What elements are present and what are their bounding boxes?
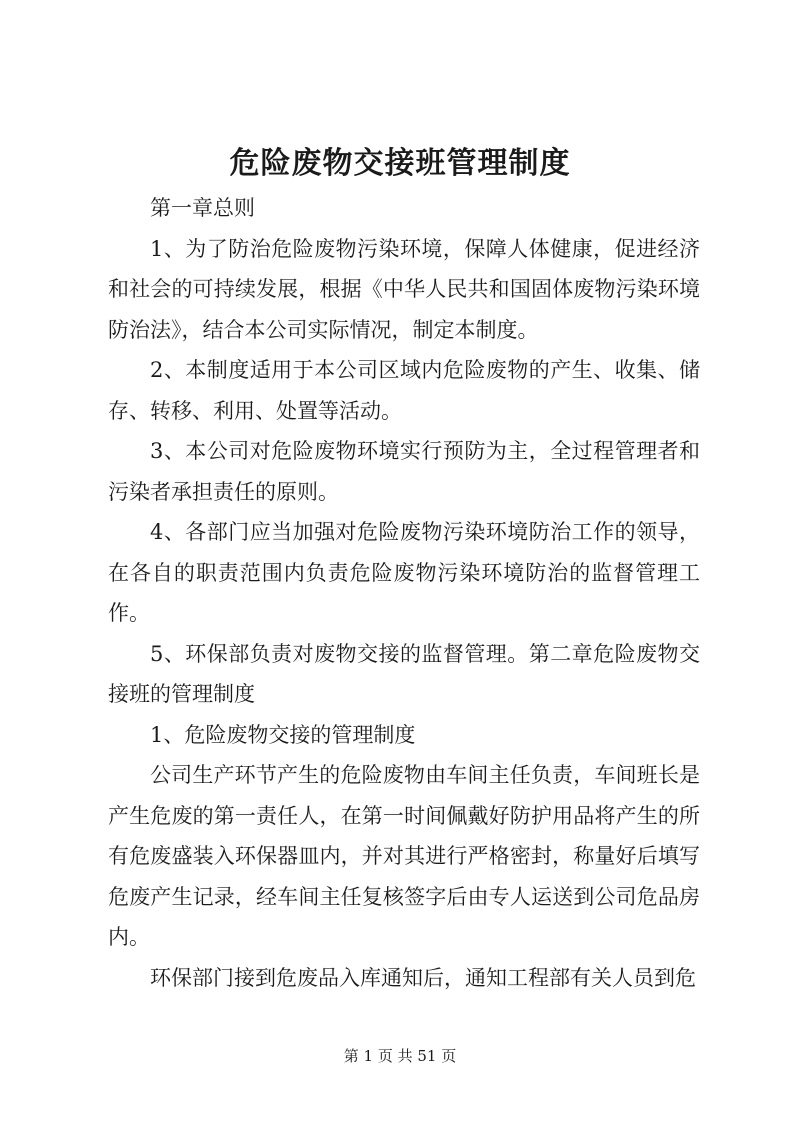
paragraph: 4、各部门应当加强对危险废物污染环境防治工作的领导，在各自的职责范围内负责危险废物污染环境防治的监督管理工作。 (108, 520, 700, 625)
paragraph: 3、本公司对危险废物环境实行预防为主，全过程管理者和污染者承担责任的原则。 (108, 439, 700, 504)
document-body (108, 188, 700, 998)
paragraph: 环保部门接到危废品入库通知后，通知工程部有关人员到危 (150, 965, 696, 990)
section-heading: 1、危险废物交接的管理制度 (150, 722, 416, 747)
chapter-heading: 第一章总则 (150, 196, 255, 220)
paragraph: 2、本制度适用于本公司区域内危险废物的产生、收集、储存、转移、利用、处置等活动。 (108, 358, 700, 423)
paragraph: 1、为了防治危险废物污染环境，保障人体健康，促进经济和社会的可持续发展，根据《中华人民共和国固体废物污染环境防治法》，结合本公司实际情况，制定本制度。 (108, 236, 700, 342)
page-footer: 第 1 页 共 51 页 (343, 1047, 457, 1065)
paragraph: 公司生产环节产生的危险废物由车间主任负责，车间班长是产生危废的第一责任人，在第一时间佩戴好防护用品将产生的所有危废盛装入环保器皿内，并对其进行严格密封，称量好后填写危废产生记录，经车间主任复核签字后由专人运送到公司危品房内。 (108, 763, 700, 949)
paragraph: 5、环保部负责对废物交接的监督管理。第二章危险废物交接班的管理制度 (108, 641, 700, 706)
document-title: 危险废物交接班管理制度 (229, 146, 571, 181)
